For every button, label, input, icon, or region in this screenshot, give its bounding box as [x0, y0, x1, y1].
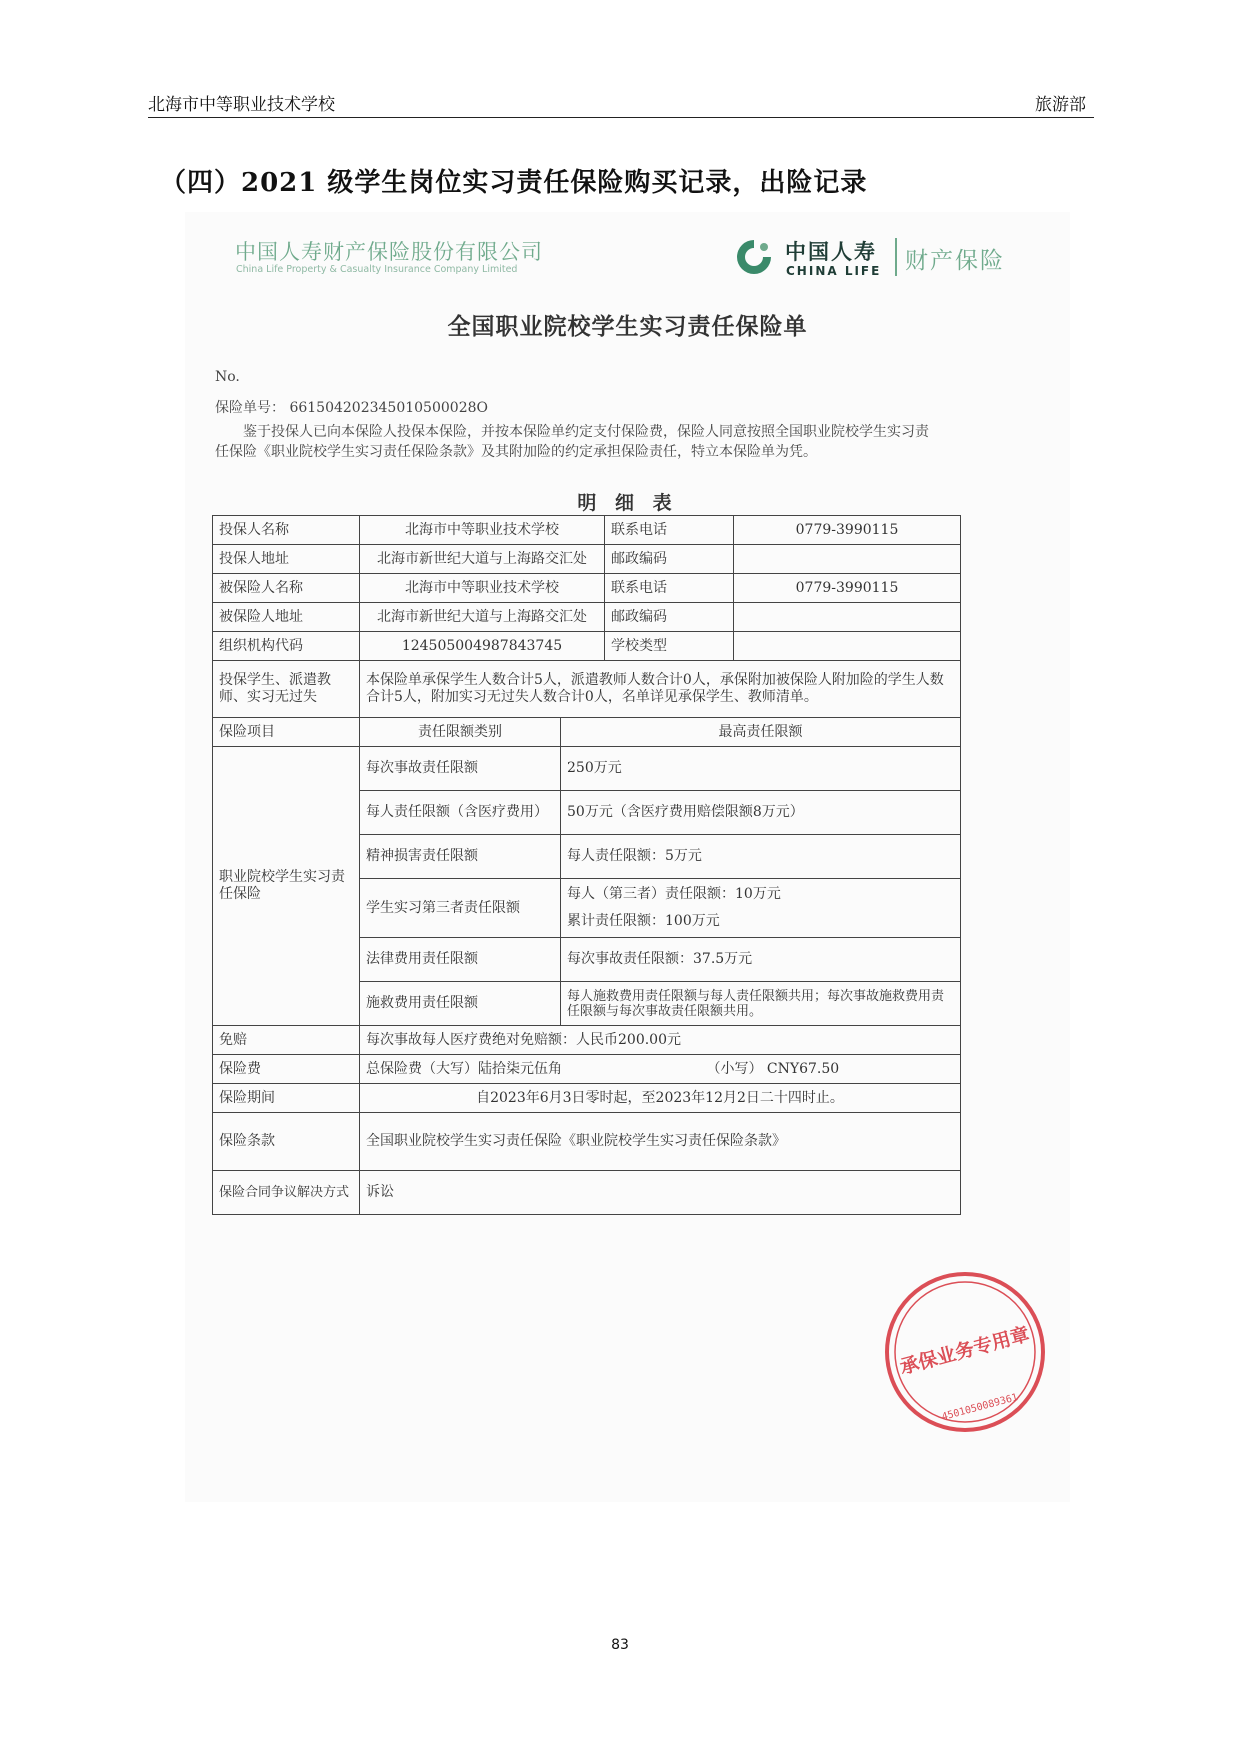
clause-value: 全国职业院校学生实习责任保险《职业院校学生实习责任保险条款》: [360, 1113, 961, 1171]
limit-value-rescue: 每人施救费用责任限额与每人责任限额共用；每次事故施救费用责任限额与每次事故责任限额共用。: [561, 982, 961, 1026]
table-row: [213, 545, 961, 574]
policy-number-line: [215, 397, 488, 417]
period-label: 保险期间: [213, 1084, 360, 1113]
table-row: [213, 516, 961, 545]
insured-postcode-label: 邮政编码: [605, 603, 734, 632]
limit-value-per-person: 50万元（含医疗费用赔偿限额8万元）: [561, 791, 961, 835]
svg-text:4501050089361: 4501050089361: [940, 1392, 1020, 1423]
premium-words: 总保险费（大写）陆拾柒元伍角: [366, 1060, 562, 1077]
table-row: [213, 603, 961, 632]
table-row: [213, 661, 961, 718]
policy-number-label: 保险单号：: [215, 400, 285, 416]
premium-value: [360, 1055, 961, 1084]
logo-text-en: CHINA LIFE: [786, 264, 882, 278]
table-row: [213, 574, 961, 603]
table-row: [213, 632, 961, 661]
coverage-name: 职业院校学生实习责任保险: [213, 747, 360, 1026]
policy-no-label: No.: [215, 369, 240, 385]
china-life-logo: [733, 234, 1033, 286]
limit-type-header: 责任限额类别: [360, 718, 561, 747]
policy-intro-text: 鉴于投保人已向本保险人投保本保险，并按本保险单约定支付保险费，保险人同意按照全国职业院校学生实习责任保险《职业院校学生实习责任保险条款》及其附加险的约定承担保险责任，特立本保险单为凭。: [215, 424, 929, 460]
policy-title: 全国职业院校学生实习责任保险单: [447, 313, 808, 340]
logo-text-cn: 中国人寿: [785, 240, 877, 264]
dispute-label: 保险合同争议解决方式: [213, 1171, 360, 1215]
table-row: [213, 1084, 961, 1113]
table-row: [213, 1026, 961, 1055]
logo-subtitle: 财产保险: [905, 248, 1005, 274]
dispute-value: 诉讼: [360, 1171, 961, 1215]
policy-detail-table: [212, 515, 961, 1215]
limit-type-rescue: 施救费用责任限额: [360, 982, 561, 1026]
header-school-name: 北海市中等职业技术学校: [148, 95, 335, 115]
policy-number: 661504202345010500028O: [289, 400, 488, 416]
insured-postcode-value: [734, 603, 961, 632]
applicant-postcode-value: [734, 545, 961, 574]
deductible-label: 免赔: [213, 1026, 360, 1055]
max-limit-header: 最高责任限额: [561, 718, 961, 747]
limit-value-legal: 每次事故责任限额：37.5万元: [561, 938, 961, 982]
applicant-name: 北海市中等职业技术学校: [360, 516, 605, 545]
company-seal: [880, 1267, 1050, 1437]
deductible-value: 每次事故每人医疗费绝对免赔额：人民币200.00元: [360, 1026, 961, 1055]
header-department: 旅游部: [1035, 95, 1086, 115]
limit-type-mental: 精神损害责任限额: [360, 835, 561, 879]
clause-label: 保险条款: [213, 1113, 360, 1171]
limit-type-per-person: 每人责任限额（含医疗费用）: [360, 791, 561, 835]
table-row: [213, 1055, 961, 1084]
premium-small: CNY67.50: [766, 1060, 840, 1077]
applicant-address: 北海市新世纪大道与上海路交汇处: [360, 545, 605, 574]
insurance-item-label: 保险项目: [213, 718, 360, 747]
limit-value-mental: 每人责任限额：5万元: [561, 835, 961, 879]
detail-table-title: 明 细 表: [577, 492, 678, 514]
applicant-phone: 0779-3990115: [734, 516, 961, 545]
limit-type-legal: 法律费用责任限额: [360, 938, 561, 982]
company-name-cn: 中国人寿财产保险股份有限公司: [235, 240, 543, 264]
limit-value-third-party-total: 累计责任限额：100万元: [567, 913, 720, 929]
applicant-phone-label: 联系电话: [605, 516, 734, 545]
premium-label: 保险费: [213, 1055, 360, 1084]
page-number: 83: [611, 1637, 629, 1653]
period-value: 自2023年6月3日零时起，至2023年12月2日二十四时止。: [360, 1084, 961, 1113]
scanned-policy-image: [185, 212, 1070, 1502]
premium-small-label: （小写）: [706, 1060, 763, 1077]
applicant-postcode-label: 邮政编码: [605, 545, 734, 574]
applicant-address-label: 投保人地址: [213, 545, 360, 574]
limit-type-accident: 每次事故责任限额: [360, 747, 561, 791]
students-text: 本保险单承保学生人数合计5人，派遣教师人数合计0人，承保附加被保险人附加险的学生人数合计5人，附加实习无过失人数合计0人，名单详见承保学生、教师清单。: [360, 661, 961, 718]
svg-text:承保业务专用章: 承保业务专用章: [897, 1323, 1032, 1379]
table-row: [213, 747, 961, 791]
students-label: 投保学生、派遣教师、实习无过失: [213, 661, 360, 718]
running-header: [148, 88, 1094, 118]
org-code: 124505004987843745: [360, 632, 605, 661]
limit-value-third-party-per-person: 每人（第三者）责任限额：10万元: [567, 886, 781, 902]
school-type-label: 学校类型: [605, 632, 734, 661]
logo-divider: [895, 238, 897, 276]
insured-phone: 0779-3990115: [734, 574, 961, 603]
china-life-logo-icon: [733, 236, 775, 278]
insured-name-label: 被保险人名称: [213, 574, 360, 603]
table-row: [213, 1171, 961, 1215]
insured-address: 北海市新世纪大道与上海路交汇处: [360, 603, 605, 632]
table-row: [213, 718, 961, 747]
insured-name: 北海市中等职业技术学校: [360, 574, 605, 603]
insured-phone-label: 联系电话: [605, 574, 734, 603]
applicant-name-label: 投保人名称: [213, 516, 360, 545]
limit-value-third-party: [561, 879, 961, 938]
school-type-value: [734, 632, 961, 661]
org-code-label: 组织机构代码: [213, 632, 360, 661]
table-row: [213, 1113, 961, 1171]
company-name-en: China Life Property & Casualty Insurance Company Limited: [236, 264, 518, 275]
limit-type-third-party: 学生实习第三者责任限额: [360, 879, 561, 938]
limit-value-accident: 250万元: [561, 747, 961, 791]
insured-address-label: 被保险人地址: [213, 603, 360, 632]
section-title: （四）2021 级学生岗位实习责任保险购买记录，出险记录: [160, 168, 868, 198]
